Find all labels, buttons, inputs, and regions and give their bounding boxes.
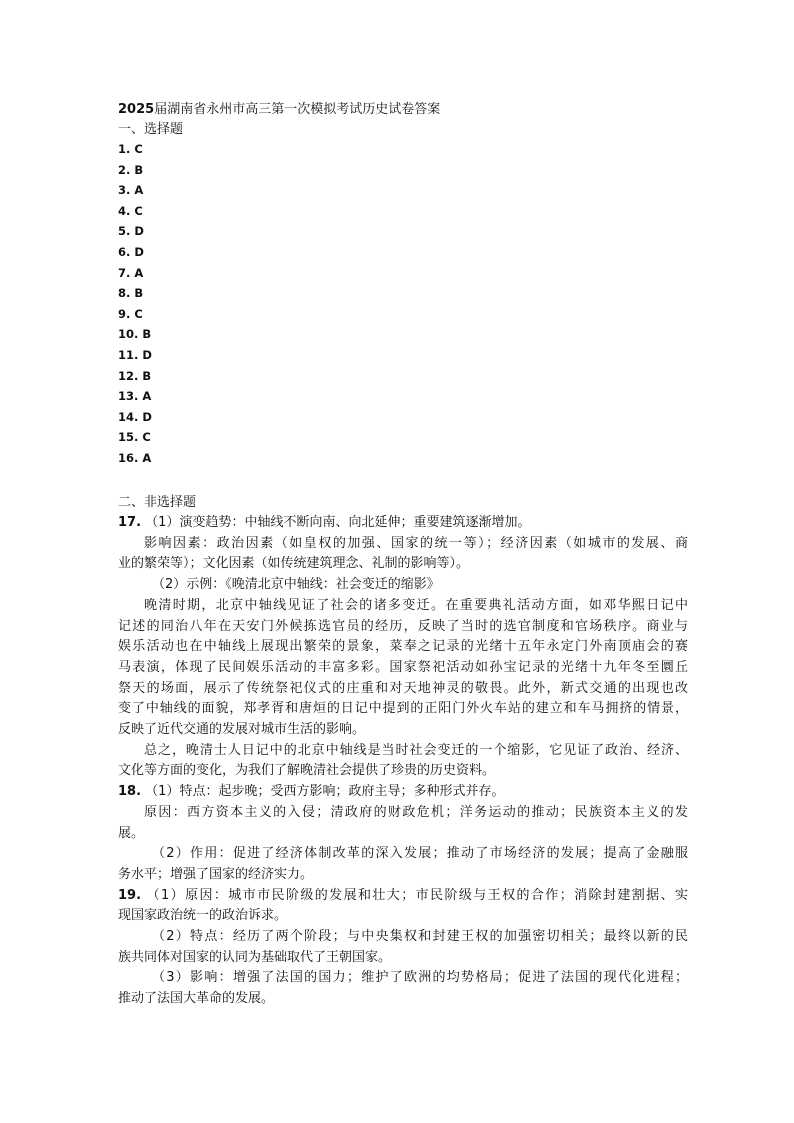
q19-part1-line1: 19. （1）原因：城市市民阶级的发展和壮大；市民阶级与王权的合作；消除封建割据、实 [118, 887, 688, 903]
q18-reason-line1: 原因：西方资本主义的入侵；清政府的财政危机；洋务运动的推动；民族资本主义的发 [144, 804, 688, 820]
q17-number: 17. [118, 515, 142, 530]
answer-item: 11. D [118, 347, 152, 362]
q17-factors-line1: 影响因素：政治因素（如皇权的加强、国家的统一等）；经济因素（如城市的发展、商 [144, 535, 688, 551]
q18-number: 18. [118, 784, 142, 800]
q17-essay-line: 反映了近代交通的发展对城市生活的影响。 [118, 722, 366, 738]
q17-summary-line1: 总之，晚清士人日记中的北京中轴线是当时社会变迁的一个缩影，它见证了政治、经济、 [144, 742, 688, 758]
q19-part3-line1: （3）影响：增强了法国的国力；维护了欧洲的均势格局；促进了法国的现代化进程； [152, 970, 688, 986]
title-text: 届湖南省永州市高三第一次模拟考试历史试卷答案 [154, 102, 441, 117]
q18-part1: 18. （1）特点：起步晚；受西方影响；政府主导；多种形式并存。 [118, 784, 505, 800]
q19-number: 19. [118, 887, 142, 903]
answer-item: 2. B [118, 162, 144, 177]
q19-part3-line2: 推动了法国大革命的发展。 [118, 991, 275, 1007]
answer-item: 16. A [118, 450, 152, 465]
answer-list [118, 139, 152, 469]
answer-item: 1. C [118, 142, 143, 156]
q19-part1-line2: 现国家政治统一的政治诉求。 [118, 908, 288, 924]
q17-part1: 17. （1）演变趋势：中轴线不断向南、向北延伸；重要建筑逐渐增加。 [118, 515, 531, 530]
answer-item: 13. A [118, 389, 152, 404]
section-heading-choice: 一、选择题 [118, 122, 184, 137]
q18-part2-line1: （2）作用：促进了经济体制改革的深入发展；推动了市场经济的发展；提高了金融服 [152, 846, 688, 862]
q19-part2-line1: （2）特点：经历了两个阶段；与中央集权和封建王权的加强密切相关；最终以新的民 [152, 929, 688, 945]
answer-item: 6. D [118, 244, 144, 259]
answer-item: 15. C [118, 430, 151, 445]
q18-part2-line2: 务水平；增强了国家的经济实力。 [118, 866, 314, 882]
answer-item: 9. C [118, 306, 143, 321]
q17-essay-line: 记述的同治八年在天安门外候拣选官员的经历，反映了当时的选官制度和官场秩序。商业与 [118, 618, 688, 634]
title-year: 2025 [118, 102, 155, 117]
section-heading-nonchoice: 二、非选择题 [118, 495, 197, 510]
answer-item: 10. B [118, 327, 152, 342]
answer-item: 4. C [118, 203, 143, 218]
q17-summary-line2: 文化等方面的变化，为我们了解晚清社会提供了珍贵的历史资料。 [118, 763, 496, 779]
q17-essay-line: 娱乐活动也在中轴线上展现出繁荣的景象，菜奉之记录的光绪十五年永定门外南顶庙会的赛 [118, 639, 688, 655]
answer-item: 12. B [118, 368, 152, 383]
q17-part2-title: （2）示例：《晚清北京中轴线：社会变迁的缩影》 [152, 577, 440, 593]
q17-essay-line: 晚清时期，北京中轴线见证了社会的诸多变迁。在重要典礼活动方面，如邓华熙日记中 [144, 597, 688, 613]
answer-item: 14. D [118, 409, 152, 424]
nonchoice-answers [118, 513, 688, 1010]
answer-item: 5. D [118, 224, 144, 239]
answer-item: 7. A [118, 265, 144, 280]
answer-item: 8. B [118, 286, 144, 301]
q19-part2-line2: 族共同体对国家的认同为基础取代了王朝国家。 [118, 949, 392, 965]
q17-essay-line: 马表演，体现了民间娱乐活动的丰富多彩。国家祭祀活动如孙宝记录的光绪十九年冬至圜丘 [118, 659, 688, 675]
answer-item: 3. A [118, 183, 144, 198]
q18-reason-line2: 展。 [118, 825, 145, 841]
document-title [118, 100, 440, 120]
q17-essay-line: 变了中轴线的面貌，郑孝胥和唐烜的日记中提到的正阳门外火车站的建立和车马拥挤的情景， [118, 701, 688, 717]
q17-factors-line2: 业的繁荣等）；文化因素（如传统建筑理念、礼制的影响等）。 [118, 556, 470, 572]
q17-essay-line: 祭天的场面，展示了传统祭祀仪式的庄重和对天地神灵的敬畏。此外，新式交通的出现也改 [118, 680, 688, 696]
